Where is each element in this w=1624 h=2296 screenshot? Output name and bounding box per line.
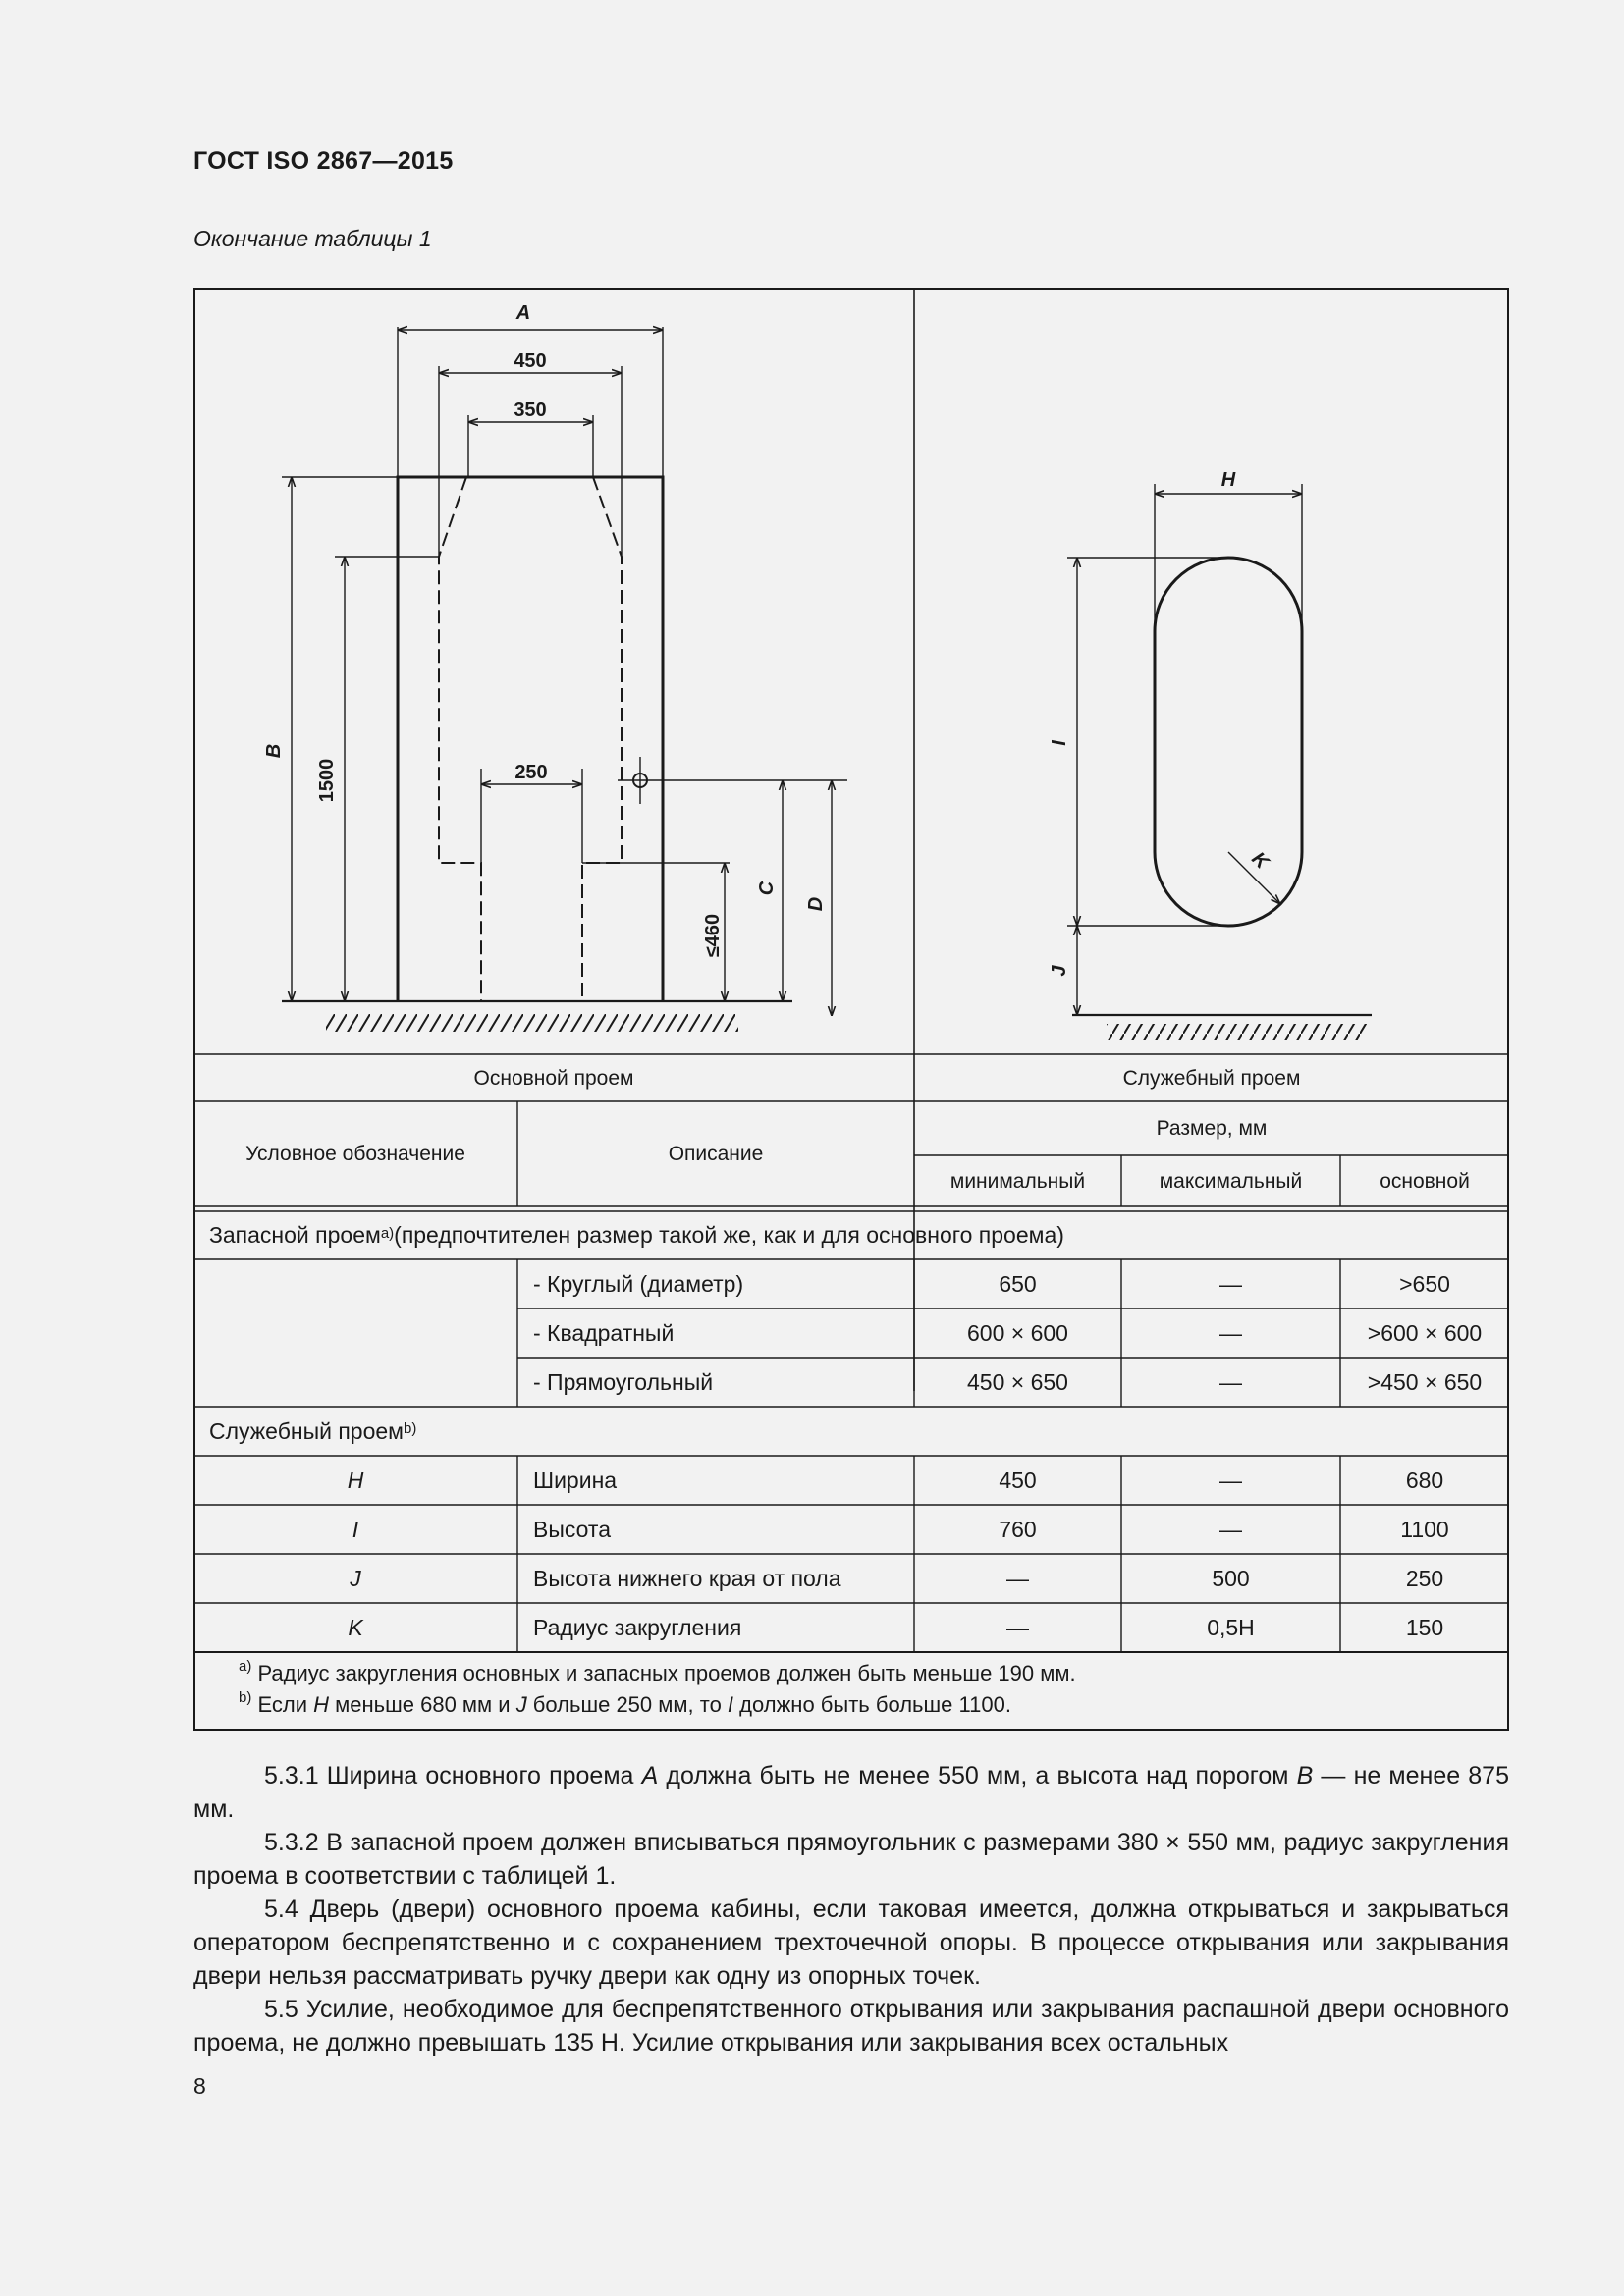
- dim-h-label: H: [1220, 469, 1236, 491]
- footnote-b-text-2: меньше 680 мм и: [329, 1692, 516, 1717]
- row-desc: Высота: [533, 1516, 611, 1542]
- row-basic: >650: [1399, 1270, 1450, 1297]
- dim-b-label: B: [263, 743, 285, 759]
- service-opening-label: Служебный проем: [1122, 1066, 1301, 1090]
- row-symbol: H: [347, 1467, 364, 1493]
- section-emergency: Запасной проем $^{a)}$ (предпочтителен размер такой же, как и для основного проема): [209, 1222, 1064, 1248]
- row-desc: Ширина: [533, 1467, 618, 1493]
- dim-d-label: D: [805, 896, 827, 912]
- row-min: 760: [999, 1516, 1037, 1542]
- section-emergency-title: Запасной проем: [209, 1222, 381, 1248]
- row-symbol: I: [352, 1516, 359, 1542]
- footnote-b-text-1: Если: [251, 1692, 314, 1717]
- row-basic: 150: [1405, 1614, 1444, 1640]
- footnote-b-h: H: [313, 1692, 330, 1717]
- footnote-a-text: Радиус закругления основных и запасных проемов должен быть меньше 190 мм.: [251, 1661, 1076, 1685]
- section-emergency-suffix: (предпочтителен размер такой же, как и для основного проема): [394, 1222, 1064, 1248]
- row-basic: 1100: [1400, 1516, 1449, 1542]
- p1-text-a: 5.3.1 Ширина основного проема: [264, 1762, 642, 1789]
- row-basic: 250: [1405, 1565, 1444, 1591]
- section-service: Служебный проем $^{b)}$: [209, 1417, 417, 1444]
- row-basic: >450 × 650: [1367, 1368, 1483, 1395]
- paragraph-5-4: 5.4 Дверь (двери) основного проема кабины, если таковая имеется, должна открываться и закрываться оператором беспрепятственно и с сохранением трехточечной опоры. В процессе открывания или закрывания двери нельзя рассматривать ручку двери как одну из опорных точек.: [193, 1896, 1509, 1990]
- footnote-a-mark: a): [239, 1657, 252, 1675]
- page-number: 8: [193, 2073, 206, 2099]
- dim-a-label: A: [515, 302, 531, 324]
- footnote-b: [239, 1688, 1011, 1718]
- row-max: —: [1219, 1467, 1242, 1493]
- footnote-b-i: I: [727, 1692, 734, 1717]
- p1-symbol-a: A: [641, 1762, 659, 1789]
- document-header: ГОСТ ISO 2867—2015: [193, 147, 454, 175]
- header-min: минимальный: [949, 1169, 1086, 1193]
- row-max: —: [1219, 1270, 1242, 1297]
- paragraph-5-3-1: [193, 1759, 1509, 1826]
- row-max: —: [1219, 1516, 1242, 1542]
- section-service-title: Служебный проем: [209, 1417, 404, 1444]
- row-desc: - Круглый (диаметр): [533, 1270, 744, 1297]
- row-desc: - Квадратный: [533, 1319, 675, 1346]
- footnote-b-text-3: больше 250 мм, то: [526, 1692, 728, 1717]
- header-size: Размер, мм: [1156, 1117, 1268, 1140]
- dim-350-label: 350: [514, 400, 547, 421]
- main-opening-label: Основной проем: [473, 1066, 634, 1090]
- header-designation: Условное обозначение: [245, 1143, 465, 1165]
- footnote-b-text-4: должно быть больше 1100.: [733, 1692, 1011, 1717]
- paragraph-5-5: 5.5 Усилие, необходимое для беспрепятственного открывания или закрывания распашной двери основного проема, не должно превышать 135 Н. Усилие открывания или закрывания всех остальных: [193, 1996, 1509, 2056]
- row-basic: >600 × 600: [1367, 1319, 1483, 1346]
- p1-text-b: должна быть не менее 550 мм, а высота над порогом: [658, 1762, 1297, 1789]
- footnote-b-mark: b): [239, 1688, 252, 1706]
- row-max: 500: [1212, 1565, 1250, 1591]
- dim-j-label: J: [1049, 965, 1070, 977]
- table-1: [193, 288, 1509, 1731]
- dim-i-label: I: [1049, 740, 1070, 746]
- row-max: 0,5H: [1207, 1614, 1255, 1640]
- row-basic: 680: [1405, 1467, 1444, 1493]
- paragraph-5-3-2: 5.3.2 В запасной проем должен вписываться прямоугольник с размерами 380 × 550 мм, радиус закругления проема в соответствии с таблицей 1.: [193, 1829, 1509, 1890]
- dim-c-label: C: [756, 881, 778, 896]
- body-text: [193, 1759, 1509, 2059]
- row-min: —: [1006, 1614, 1029, 1640]
- row-min: 450: [999, 1467, 1037, 1493]
- row-min: 650: [999, 1270, 1037, 1297]
- header-description: Описание: [668, 1143, 764, 1165]
- dim-450-label: 450: [514, 350, 547, 372]
- footnote-a: [239, 1657, 1076, 1686]
- dim-k-label: K: [1247, 847, 1273, 874]
- table-caption: Окончание таблицы 1: [193, 226, 432, 251]
- header-max: максимальный: [1159, 1169, 1303, 1193]
- p1-symbol-b: B: [1296, 1762, 1314, 1789]
- row-symbol: K: [348, 1614, 363, 1640]
- row-desc: - Прямоугольный: [533, 1368, 714, 1395]
- p1-text-c: — не менее 875 мм.: [193, 1762, 1509, 1823]
- row-min: 450 × 650: [967, 1368, 1068, 1395]
- row-desc: Радиус закругления: [533, 1614, 742, 1640]
- row-min: 600 × 600: [967, 1319, 1068, 1346]
- row-min: —: [1006, 1565, 1029, 1591]
- dim-250-label: 250: [514, 762, 548, 783]
- row-max: —: [1219, 1319, 1242, 1346]
- row-max: —: [1219, 1368, 1242, 1395]
- dim-1500-label: 1500: [316, 758, 338, 803]
- header-basic: основной: [1380, 1169, 1470, 1193]
- footnote-b-j: J: [515, 1692, 527, 1717]
- row-desc: Высота нижнего края от пола: [533, 1565, 841, 1591]
- service-opening-figure: [1067, 484, 1372, 1040]
- main-opening-figure: [282, 327, 847, 1032]
- dim-le460-label: ≤460: [702, 913, 724, 958]
- row-symbol: J: [350, 1565, 361, 1591]
